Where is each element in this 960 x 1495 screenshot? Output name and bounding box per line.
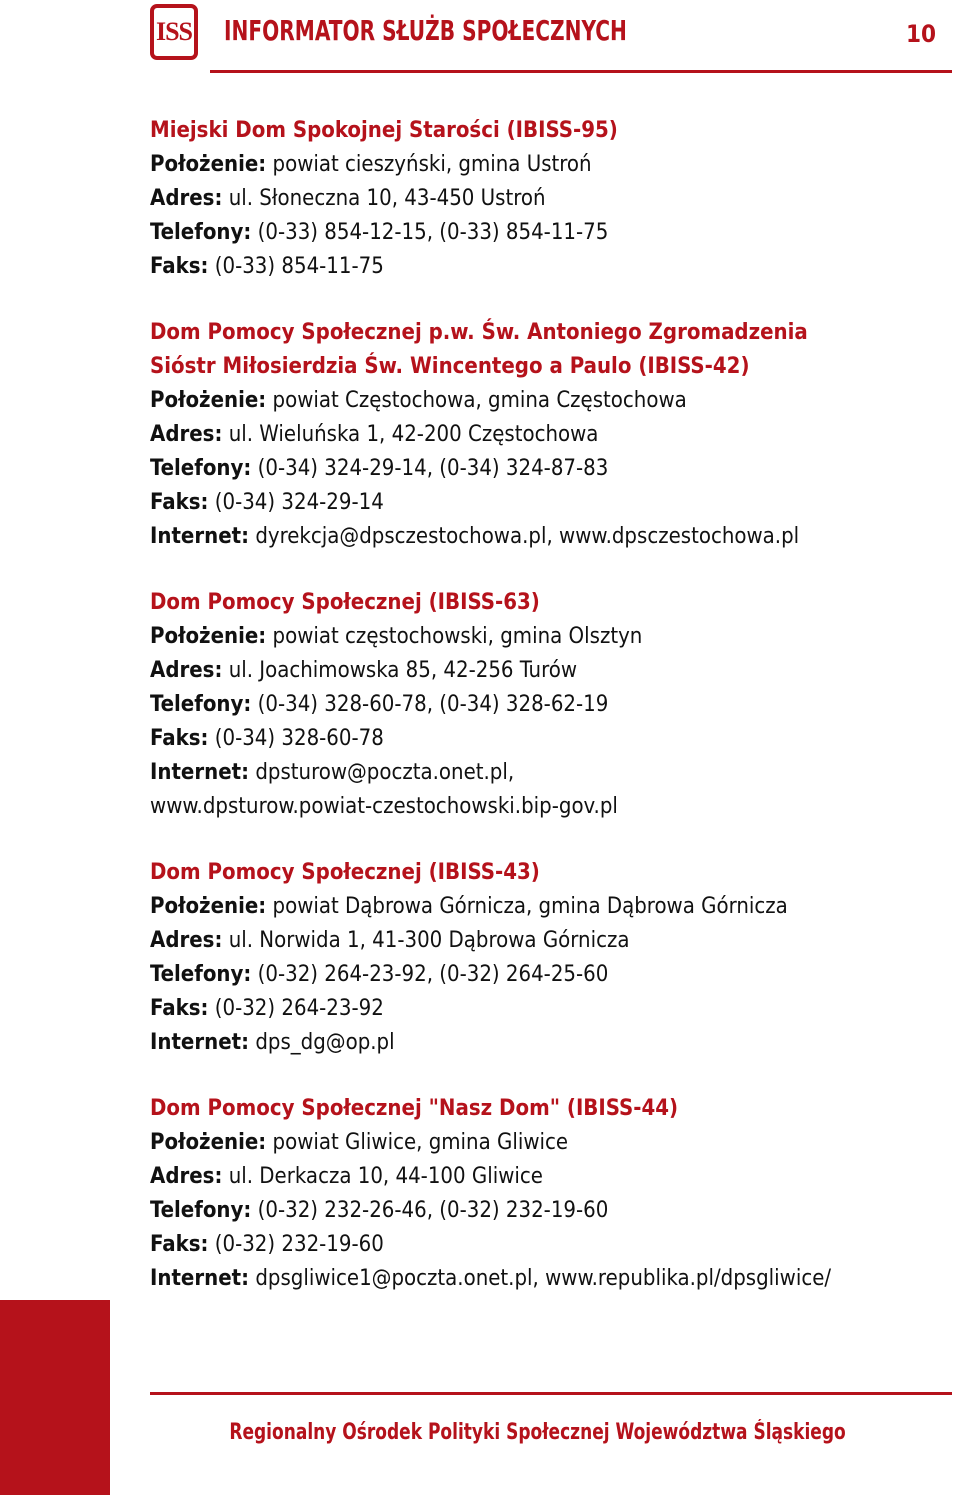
fax-row [150,486,930,520]
location-value: powiat cieszyński, gmina Ustroń [272,152,592,177]
header-divider [210,70,952,73]
phones-value: (0-34) 328-60-78, (0-34) 328-62-19 [257,692,609,717]
location-label: Położenie: [150,152,267,177]
address-value: ul. Norwida 1, 41-300 Dąbrowa Górnicza [228,928,630,953]
phones-value: (0-32) 232-26-46, (0-32) 232-19-60 [257,1198,609,1223]
entry-title-line: Dom Pomocy Społecznej p.w. Św. Antoniego Zgromadzenia [150,320,808,345]
institution-entry [150,856,930,1060]
entry-title [150,316,930,384]
entry-title-line: Sióstr Miłosierdzia Św. Wincentego a Paulo (IBISS-42) [150,354,750,379]
location-label: Położenie: [150,894,267,919]
phones-label: Telefony: [150,456,252,481]
address-label: Adres: [150,186,223,211]
phones-label: Telefony: [150,692,252,717]
internet-label: Internet: [150,1266,250,1291]
internet-value[interactable]: dyrekcja@dpsczestochowa.pl, www.dpsczestochowa.pl [255,524,800,549]
internet-row [150,1262,930,1296]
fax-row [150,722,930,756]
institution-entry [150,586,930,824]
publication-title: INFORMATOR SŁUŻB SPOŁECZNYCH [224,14,627,47]
location-value: powiat Dąbrowa Górnicza, gmina Dąbrowa Górnicza [272,894,788,919]
phones-label: Telefony: [150,1198,252,1223]
institution-entry [150,316,930,554]
fax-value: (0-34) 328-60-78 [214,726,384,751]
address-value: ul. Derkacza 10, 44-100 Gliwice [228,1164,543,1189]
address-row [150,924,930,958]
entry-title [150,1092,930,1126]
phones-row [150,958,930,992]
publisher-name: Regionalny Ośrodek Polityki Społecznej Województwa Śląskiego [229,1420,846,1445]
internet-row-continued[interactable]: www.dpsturow.powiat-czestochowski.bip-gov.pl [150,794,618,819]
entry-title [150,114,930,148]
institution-entry [150,114,930,284]
location-value: powiat Częstochowa, gmina Częstochowa [272,388,687,413]
location-row [150,384,930,418]
fax-label: Faks: [150,254,209,279]
phones-value: (0-34) 324-29-14, (0-34) 324-87-83 [257,456,609,481]
entry-title [150,856,930,890]
internet-label: Internet: [150,1030,250,1055]
fax-value: (0-34) 324-29-14 [214,490,384,515]
address-label: Adres: [150,928,223,953]
address-row [150,654,930,688]
internet-label: Internet: [150,760,250,785]
address-label: Adres: [150,1164,223,1189]
location-label: Położenie: [150,624,267,649]
internet-value[interactable]: dpsgliwice1@poczta.onet.pl, www.republika.pl/dpsgliwice/ [255,1266,832,1291]
internet-row [150,1026,930,1060]
fax-row [150,250,930,284]
decorative-side-block [0,1300,110,1495]
location-value: powiat częstochowski, gmina Olsztyn [272,624,643,649]
address-row [150,418,930,452]
internet-label: Internet: [150,524,250,549]
location-label: Położenie: [150,1130,267,1155]
iss-logo: ISS [150,4,198,60]
internet-value[interactable]: dps_dg@op.pl [255,1030,395,1055]
phones-row [150,216,930,250]
page-number: 10 [905,20,936,48]
entry-title [150,586,930,620]
fax-row [150,1228,930,1262]
location-row [150,620,930,654]
address-label: Adres: [150,658,223,683]
internet-row [150,756,930,790]
location-label: Położenie: [150,388,267,413]
fax-label: Faks: [150,726,209,751]
fax-value: (0-32) 232-19-60 [214,1232,384,1257]
phones-label: Telefony: [150,220,252,245]
phones-value: (0-32) 264-23-92, (0-32) 264-25-60 [257,962,609,987]
fax-label: Faks: [150,1232,209,1257]
fax-value: (0-32) 264-23-92 [214,996,384,1021]
address-value: ul. Wieluńska 1, 42-200 Częstochowa [228,422,599,447]
location-row [150,148,930,182]
location-row [150,1126,930,1160]
internet-row [150,520,930,554]
phones-row [150,688,930,722]
address-row [150,1160,930,1194]
location-value: powiat Gliwice, gmina Gliwice [272,1130,569,1155]
phones-value: (0-33) 854-12-15, (0-33) 854-11-75 [257,220,609,245]
entry-title-line: Miejski Dom Spokojnej Starości (IBISS-95) [150,118,618,143]
entry-title-line: Dom Pomocy Społecznej "Nasz Dom" (IBISS-44) [150,1096,679,1121]
directory-listing [150,114,930,1328]
fax-row [150,992,930,1026]
address-label: Adres: [150,422,223,447]
address-value: ul. Słoneczna 10, 43-450 Ustroń [228,186,546,211]
address-value: ul. Joachimowska 85, 42-256 Turów [228,658,578,683]
footer-divider [150,1392,952,1395]
phones-row [150,452,930,486]
location-row [150,890,930,924]
address-row [150,182,930,216]
entry-title-line: Dom Pomocy Społecznej (IBISS-43) [150,860,540,885]
entry-title-line: Dom Pomocy Społecznej (IBISS-63) [150,590,540,615]
internet-value[interactable]: dpsturow@poczta.onet.pl, [255,760,515,785]
institution-entry [150,1092,930,1296]
phones-label: Telefony: [150,962,252,987]
fax-label: Faks: [150,996,209,1021]
fax-value: (0-33) 854-11-75 [214,254,384,279]
fax-label: Faks: [150,490,209,515]
phones-row [150,1194,930,1228]
